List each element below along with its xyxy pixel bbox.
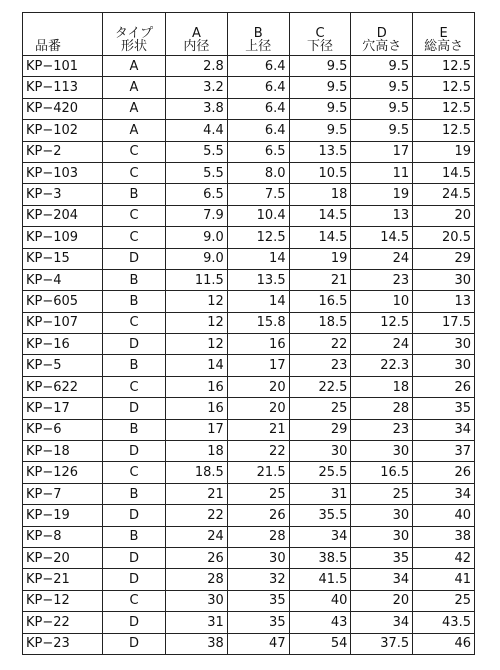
shape-cell: A (103, 120, 166, 141)
a-value-cell: 16 (166, 376, 228, 397)
col-header-c-bottom-diameter (289, 13, 351, 56)
a-value-cell: 12 (166, 312, 228, 333)
shape-cell: C (103, 141, 166, 162)
table-row (23, 462, 475, 483)
d-value-cell: 24 (351, 248, 413, 269)
d-value-cell: 9.5 (351, 120, 413, 141)
d-value-cell: 16.5 (351, 462, 413, 483)
b-value-cell: 22 (227, 441, 289, 462)
part-number-cell: KP−113 (23, 77, 103, 98)
part-number-cell: KP−18 (23, 441, 103, 462)
c-value-cell: 25 (289, 398, 351, 419)
shape-cell: C (103, 312, 166, 333)
shape-cell: D (103, 398, 166, 419)
shape-cell: B (103, 355, 166, 376)
header-line-2: 内径 (183, 39, 210, 54)
b-value-cell: 14 (227, 291, 289, 312)
d-value-cell: 23 (351, 419, 413, 440)
shape-cell: B (103, 269, 166, 290)
col-header-d-hole-height (351, 13, 413, 56)
c-value-cell: 43 (289, 612, 351, 633)
e-value-cell: 25 (413, 590, 475, 611)
c-value-cell: 29 (289, 419, 351, 440)
c-value-cell: 22.5 (289, 376, 351, 397)
a-value-cell: 18.5 (166, 462, 228, 483)
shape-cell: B (103, 526, 166, 547)
b-value-cell: 7.5 (227, 184, 289, 205)
e-value-cell: 43.5 (413, 612, 475, 633)
table-row (23, 184, 475, 205)
c-value-cell: 10.5 (289, 162, 351, 183)
header-line-2: 穴高さ (362, 39, 402, 54)
b-value-cell: 14 (227, 248, 289, 269)
c-value-cell: 18 (289, 184, 351, 205)
e-value-cell: 29 (413, 248, 475, 269)
header-line-2: 形状 (120, 39, 147, 54)
b-value-cell: 35 (227, 612, 289, 633)
part-number-cell: KP−7 (23, 483, 103, 504)
part-number-cell: KP−605 (23, 291, 103, 312)
table-row (23, 291, 475, 312)
d-value-cell: 34 (351, 612, 413, 633)
col-header-b-top-diameter (227, 13, 289, 56)
part-number-cell: KP−420 (23, 98, 103, 119)
shape-cell: B (103, 291, 166, 312)
b-value-cell: 25 (227, 483, 289, 504)
shape-cell: C (103, 462, 166, 483)
header-line-2: 品番 (35, 39, 62, 54)
table-row (23, 77, 475, 98)
e-value-cell: 26 (413, 376, 475, 397)
part-number-cell: KP−17 (23, 398, 103, 419)
b-value-cell: 16 (227, 334, 289, 355)
a-value-cell: 11.5 (166, 269, 228, 290)
shape-cell: C (103, 205, 166, 226)
table-row (23, 56, 475, 77)
b-value-cell: 21 (227, 419, 289, 440)
d-value-cell: 14.5 (351, 227, 413, 248)
d-value-cell: 20 (351, 590, 413, 611)
a-value-cell: 16 (166, 398, 228, 419)
shape-cell: D (103, 334, 166, 355)
header-row (23, 13, 475, 56)
shape-cell: D (103, 612, 166, 633)
part-number-cell: KP−101 (23, 56, 103, 77)
b-value-cell: 15.8 (227, 312, 289, 333)
d-value-cell: 17 (351, 141, 413, 162)
e-value-cell: 19 (413, 141, 475, 162)
b-value-cell: 26 (227, 505, 289, 526)
c-value-cell: 23 (289, 355, 351, 376)
c-value-cell: 9.5 (289, 120, 351, 141)
d-value-cell: 30 (351, 441, 413, 462)
shape-cell: D (103, 569, 166, 590)
table-row (23, 547, 475, 568)
b-value-cell: 6.4 (227, 56, 289, 77)
part-number-cell: KP−8 (23, 526, 103, 547)
part-number-cell: KP−12 (23, 590, 103, 611)
a-value-cell: 7.9 (166, 205, 228, 226)
part-number-cell: KP−16 (23, 334, 103, 355)
header-line-2: 下径 (306, 39, 333, 54)
table-row (23, 312, 475, 333)
shape-cell: B (103, 419, 166, 440)
table-row (23, 483, 475, 504)
shape-cell: C (103, 376, 166, 397)
c-value-cell: 16.5 (289, 291, 351, 312)
c-value-cell: 14.5 (289, 205, 351, 226)
part-number-cell: KP−21 (23, 569, 103, 590)
col-header-part-number (23, 13, 103, 56)
shape-cell: D (103, 633, 166, 654)
shape-cell: B (103, 184, 166, 205)
table-row (23, 269, 475, 290)
part-number-cell: KP−4 (23, 269, 103, 290)
d-value-cell: 35 (351, 547, 413, 568)
d-value-cell: 12.5 (351, 312, 413, 333)
a-value-cell: 38 (166, 633, 228, 654)
c-value-cell: 41.5 (289, 569, 351, 590)
b-value-cell: 32 (227, 569, 289, 590)
shape-cell: B (103, 483, 166, 504)
e-value-cell: 12.5 (413, 77, 475, 98)
shape-cell: C (103, 162, 166, 183)
header-line-1: タイプ (114, 26, 154, 41)
e-value-cell: 30 (413, 334, 475, 355)
e-value-cell: 46 (413, 633, 475, 654)
a-value-cell: 21 (166, 483, 228, 504)
table-row (23, 248, 475, 269)
table-row (23, 355, 475, 376)
c-value-cell: 18.5 (289, 312, 351, 333)
c-value-cell: 14.5 (289, 227, 351, 248)
d-value-cell: 28 (351, 398, 413, 419)
table-row (23, 398, 475, 419)
shape-cell: C (103, 590, 166, 611)
d-value-cell: 30 (351, 505, 413, 526)
a-value-cell: 3.8 (166, 98, 228, 119)
c-value-cell: 40 (289, 590, 351, 611)
a-value-cell: 9.0 (166, 227, 228, 248)
table-row (23, 590, 475, 611)
e-value-cell: 12.5 (413, 56, 475, 77)
b-value-cell: 35 (227, 590, 289, 611)
b-value-cell: 17 (227, 355, 289, 376)
a-value-cell: 2.8 (166, 56, 228, 77)
part-number-cell: KP−3 (23, 184, 103, 205)
table-row (23, 612, 475, 633)
c-value-cell: 54 (289, 633, 351, 654)
e-value-cell: 35 (413, 398, 475, 419)
c-value-cell: 38.5 (289, 547, 351, 568)
a-value-cell: 12 (166, 334, 228, 355)
a-value-cell: 28 (166, 569, 228, 590)
header-line-1: A (191, 26, 201, 41)
e-value-cell: 14.5 (413, 162, 475, 183)
d-value-cell: 23 (351, 269, 413, 290)
part-number-cell: KP−204 (23, 205, 103, 226)
table-row (23, 526, 475, 547)
a-value-cell: 9.0 (166, 248, 228, 269)
shape-cell: C (103, 227, 166, 248)
part-number-cell: KP−109 (23, 227, 103, 248)
d-value-cell: 18 (351, 376, 413, 397)
e-value-cell: 34 (413, 483, 475, 504)
e-value-cell: 12.5 (413, 120, 475, 141)
e-value-cell: 34 (413, 419, 475, 440)
c-value-cell: 13.5 (289, 141, 351, 162)
e-value-cell: 30 (413, 269, 475, 290)
spec-table (22, 12, 475, 655)
b-value-cell: 28 (227, 526, 289, 547)
table-row (23, 505, 475, 526)
table-row (23, 162, 475, 183)
a-value-cell: 6.5 (166, 184, 228, 205)
d-value-cell: 19 (351, 184, 413, 205)
part-number-cell: KP−19 (23, 505, 103, 526)
e-value-cell: 20 (413, 205, 475, 226)
shape-cell: A (103, 77, 166, 98)
part-number-cell: KP−2 (23, 141, 103, 162)
b-value-cell: 8.0 (227, 162, 289, 183)
a-value-cell: 4.4 (166, 120, 228, 141)
e-value-cell: 12.5 (413, 98, 475, 119)
part-number-cell: KP−6 (23, 419, 103, 440)
d-value-cell: 11 (351, 162, 413, 183)
b-value-cell: 6.4 (227, 98, 289, 119)
header-line-1: D (376, 26, 387, 41)
part-number-cell: KP−622 (23, 376, 103, 397)
part-number-cell: KP−102 (23, 120, 103, 141)
table-row (23, 98, 475, 119)
d-value-cell: 10 (351, 291, 413, 312)
a-value-cell: 24 (166, 526, 228, 547)
part-number-cell: KP−107 (23, 312, 103, 333)
b-value-cell: 6.4 (227, 120, 289, 141)
c-value-cell: 9.5 (289, 77, 351, 98)
b-value-cell: 6.5 (227, 141, 289, 162)
table-body (23, 56, 475, 655)
part-number-cell: KP−23 (23, 633, 103, 654)
a-value-cell: 22 (166, 505, 228, 526)
a-value-cell: 30 (166, 590, 228, 611)
d-value-cell: 37.5 (351, 633, 413, 654)
table-row (23, 141, 475, 162)
c-value-cell: 9.5 (289, 98, 351, 119)
part-number-cell: KP−15 (23, 248, 103, 269)
table-row (23, 227, 475, 248)
b-value-cell: 6.4 (227, 77, 289, 98)
b-value-cell: 13.5 (227, 269, 289, 290)
c-value-cell: 30 (289, 441, 351, 462)
c-value-cell: 35.5 (289, 505, 351, 526)
part-number-cell: KP−22 (23, 612, 103, 633)
a-value-cell: 12 (166, 291, 228, 312)
col-header-shape-type (103, 13, 166, 56)
c-value-cell: 34 (289, 526, 351, 547)
header-line-2: 総高さ (424, 39, 464, 54)
e-value-cell: 13 (413, 291, 475, 312)
d-value-cell: 30 (351, 526, 413, 547)
table-row (23, 120, 475, 141)
e-value-cell: 37 (413, 441, 475, 462)
b-value-cell: 30 (227, 547, 289, 568)
shape-cell: D (103, 441, 166, 462)
c-value-cell: 31 (289, 483, 351, 504)
header-line-1: B (253, 26, 263, 41)
b-value-cell: 47 (227, 633, 289, 654)
d-value-cell: 34 (351, 569, 413, 590)
d-value-cell: 9.5 (351, 77, 413, 98)
a-value-cell: 31 (166, 612, 228, 633)
part-number-cell: KP−126 (23, 462, 103, 483)
table-header (23, 13, 475, 56)
d-value-cell: 22.3 (351, 355, 413, 376)
d-value-cell: 24 (351, 334, 413, 355)
part-number-cell: KP−20 (23, 547, 103, 568)
c-value-cell: 19 (289, 248, 351, 269)
a-value-cell: 5.5 (166, 162, 228, 183)
d-value-cell: 13 (351, 205, 413, 226)
a-value-cell: 3.2 (166, 77, 228, 98)
e-value-cell: 30 (413, 355, 475, 376)
part-number-cell: KP−103 (23, 162, 103, 183)
e-value-cell: 17.5 (413, 312, 475, 333)
table-row (23, 334, 475, 355)
d-value-cell: 9.5 (351, 56, 413, 77)
shape-cell: A (103, 98, 166, 119)
header-line-2: 上径 (245, 39, 272, 54)
e-value-cell: 40 (413, 505, 475, 526)
c-value-cell: 22 (289, 334, 351, 355)
e-value-cell: 26 (413, 462, 475, 483)
table-row (23, 376, 475, 397)
a-value-cell: 18 (166, 441, 228, 462)
e-value-cell: 41 (413, 569, 475, 590)
b-value-cell: 12.5 (227, 227, 289, 248)
shape-cell: D (103, 248, 166, 269)
e-value-cell: 20.5 (413, 227, 475, 248)
shape-cell: D (103, 547, 166, 568)
c-value-cell: 25.5 (289, 462, 351, 483)
shape-cell: D (103, 505, 166, 526)
e-value-cell: 38 (413, 526, 475, 547)
c-value-cell: 21 (289, 269, 351, 290)
d-value-cell: 25 (351, 483, 413, 504)
shape-cell: A (103, 56, 166, 77)
b-value-cell: 20 (227, 376, 289, 397)
table-row (23, 419, 475, 440)
part-number-cell: KP−5 (23, 355, 103, 376)
a-value-cell: 14 (166, 355, 228, 376)
d-value-cell: 9.5 (351, 98, 413, 119)
b-value-cell: 20 (227, 398, 289, 419)
e-value-cell: 24.5 (413, 184, 475, 205)
table-row (23, 205, 475, 226)
a-value-cell: 26 (166, 547, 228, 568)
col-header-a-inner-diameter (166, 13, 228, 56)
table-row (23, 633, 475, 654)
b-value-cell: 10.4 (227, 205, 289, 226)
b-value-cell: 21.5 (227, 462, 289, 483)
a-value-cell: 17 (166, 419, 228, 440)
e-value-cell: 42 (413, 547, 475, 568)
header-line-1: E (439, 26, 448, 41)
c-value-cell: 9.5 (289, 56, 351, 77)
table-row (23, 569, 475, 590)
a-value-cell: 5.5 (166, 141, 228, 162)
col-header-e-total-height (413, 13, 475, 56)
table-row (23, 441, 475, 462)
header-line-1: C (315, 26, 325, 41)
